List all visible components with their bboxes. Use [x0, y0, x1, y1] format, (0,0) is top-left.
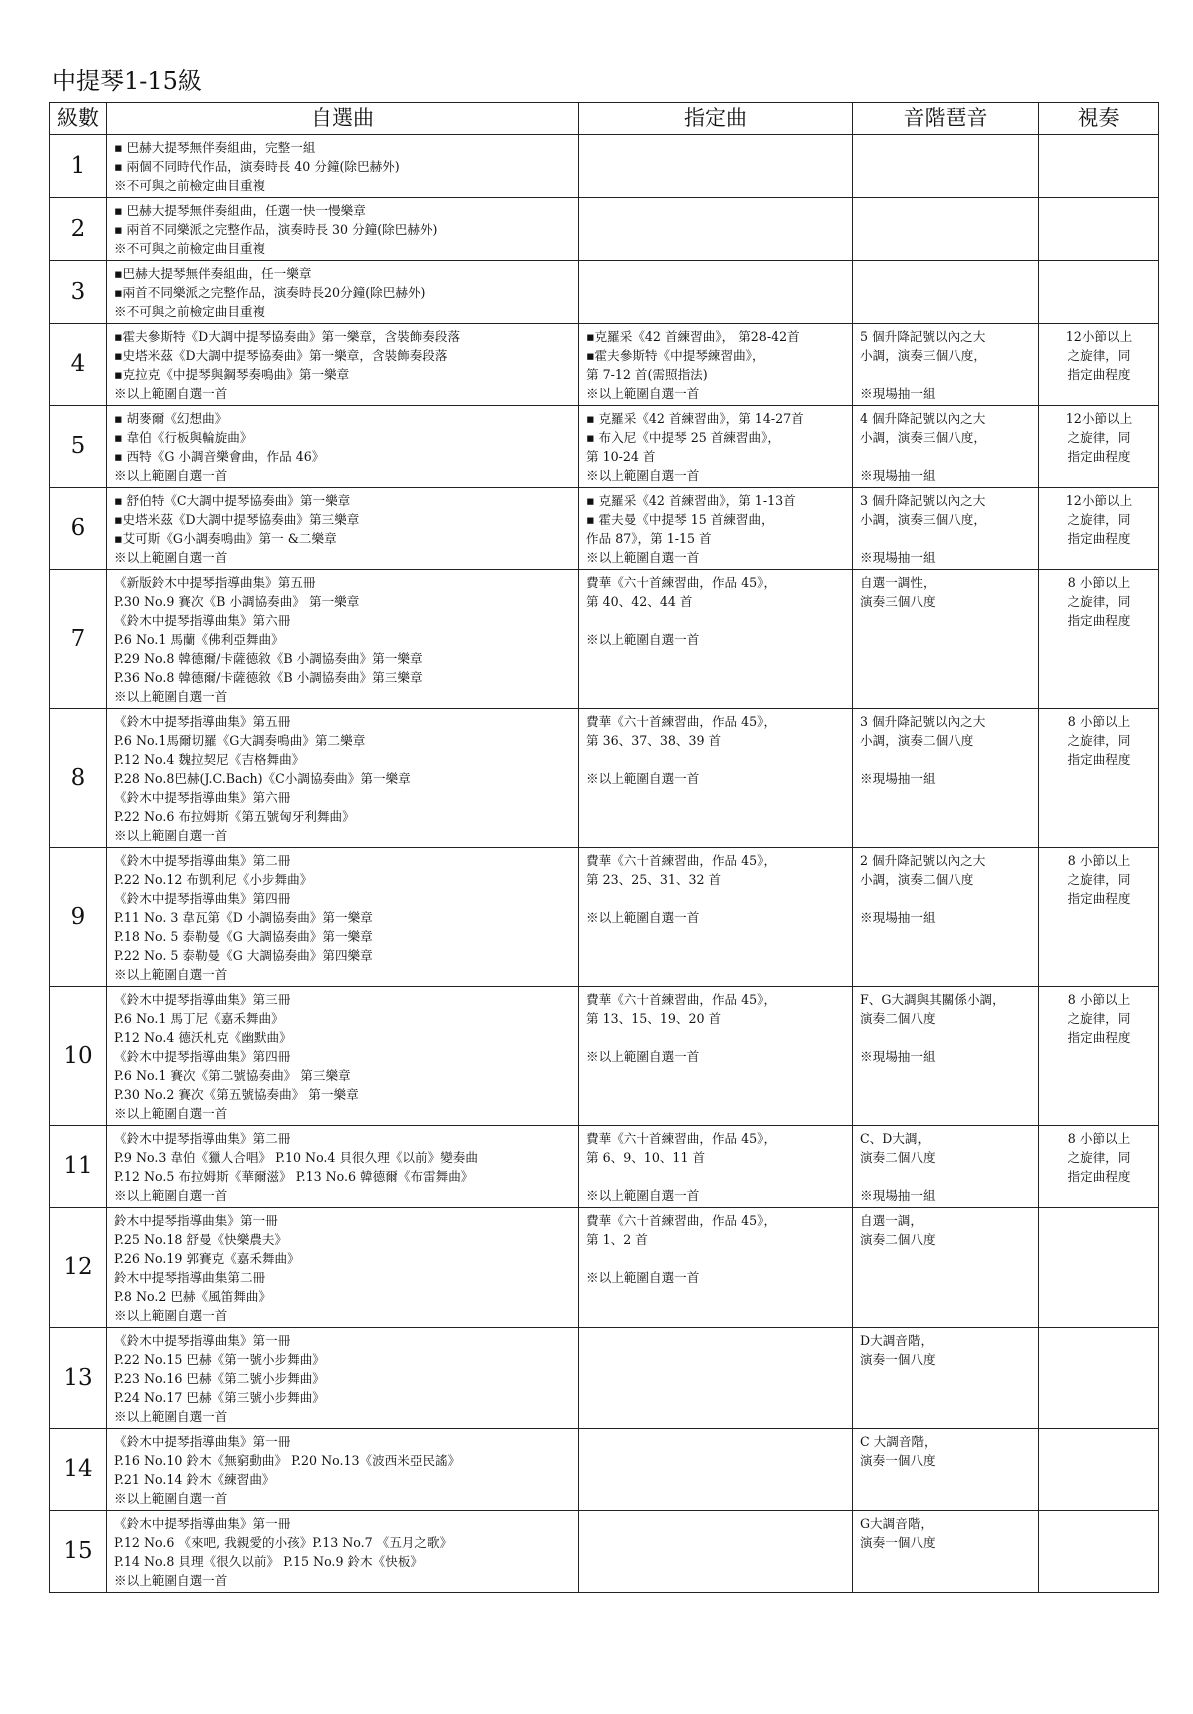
scales-line: 小調，演奏三個八度， [860, 430, 986, 445]
level-cell: 11 [50, 1126, 107, 1208]
scales-cell [853, 1511, 1039, 1593]
assigned-cell [579, 709, 853, 848]
free-choice-line: ▪ 兩個不同時代作品，演奏時長 40 分鐘(除巴赫外) [114, 159, 400, 174]
free-choice-line: P.30 No.9 賽次《B 小調協奏曲》 第一樂章 [114, 594, 360, 609]
scales-line: F、G大調與其關係小調， [860, 992, 1005, 1007]
table-row [50, 135, 1159, 198]
sight-reading-line: 8 小節以上 [1067, 714, 1131, 729]
free-choice-line: ※以上範圍自選一首 [114, 828, 228, 843]
table-row [50, 570, 1159, 709]
free-choice-line: P.6 No.1馬爾切羅《G大調奏鳴曲》第二樂章 [114, 733, 366, 748]
free-choice-line: P.11 No. 3 韋瓦第《D 小調協奏曲》第一樂章 [114, 910, 373, 925]
scales-line [860, 1028, 1032, 1047]
assigned-cell [579, 1511, 853, 1593]
table-row [50, 1429, 1159, 1511]
assigned-line: 第 40、42、44 首 [586, 594, 693, 609]
assigned-cell [579, 848, 853, 987]
free-choice-line: ※不可與之前檢定曲目重複 [114, 178, 266, 193]
free-choice-line: P.36 No.8 韓德爾/卡薩德敘《B 小調協奏曲》第三樂章 [114, 670, 423, 685]
free-choice-line: P.22 No.12 布凱利尼《小步舞曲》 [114, 872, 313, 887]
sight-reading-line: 12小節以上 [1065, 493, 1133, 508]
scales-line [860, 1167, 1032, 1186]
free-choice-line: P.22 No.15 巴赫《第一號小步舞曲》 [114, 1352, 325, 1367]
scales-line: 4 個升降記號以內之大 [860, 411, 986, 426]
free-choice-line: ▪艾可斯《G小調奏鳴曲》第一 &二樂章 [114, 531, 337, 546]
assigned-cell [579, 1208, 853, 1328]
free-choice-line: P.6 No.1 馬丁尼《嘉禾舞曲》 [114, 1011, 284, 1026]
sight-reading-line: 之旋律，同 [1067, 430, 1131, 445]
sight-reading-line: 之旋律，同 [1067, 512, 1131, 527]
assigned-line: ※以上範圍自選一首 [586, 386, 700, 401]
assigned-line: ※以上範圍自選一首 [586, 468, 700, 483]
scales-line [860, 750, 1032, 769]
free-choice-line: ※以上範圍自選一首 [114, 1573, 228, 1588]
assigned-cell [579, 1126, 853, 1208]
assigned-cell [579, 198, 853, 261]
table-row [50, 406, 1159, 488]
scales-line: 3 個升降記號以內之大 [860, 714, 986, 729]
scales-line: G大調音階， [860, 1516, 934, 1531]
free-choice-cell [107, 406, 579, 488]
level-cell: 12 [50, 1208, 107, 1328]
scales-cell [853, 1208, 1039, 1328]
table-row [50, 987, 1159, 1126]
sight-reading-line: 指定曲程度 [1067, 613, 1131, 628]
sight-reading-cell [1039, 261, 1159, 324]
free-choice-cell [107, 848, 579, 987]
free-choice-line: ※不可與之前檢定曲目重複 [114, 241, 266, 256]
free-choice-line: P.12 No.4 魏拉契尼《吉格舞曲》 [114, 752, 305, 767]
free-choice-cell [107, 135, 579, 198]
free-choice-line: P.22 No. 5 泰勒曼《G 大調協奏曲》第四樂章 [114, 948, 373, 963]
free-choice-line: ▪ 兩首不同樂派之完整作品，演奏時長 30 分鐘(除巴赫外) [114, 222, 438, 237]
assigned-cell [579, 135, 853, 198]
free-choice-line: ※以上範圍自選一首 [114, 1409, 228, 1424]
scales-cell [853, 1126, 1039, 1208]
free-choice-line: ※以上範圍自選一首 [114, 1106, 228, 1121]
free-choice-line: 《鈴木中提琴指導曲集》第二冊 [114, 853, 291, 868]
assigned-line: ※以上範圍自選一首 [586, 632, 700, 647]
table-body [50, 135, 1159, 1593]
scales-line: 演奏一個八度 [860, 1453, 936, 1468]
sight-reading-line: 8 小節以上 [1067, 992, 1131, 1007]
free-choice-line: P.22 No.6 布拉姆斯《第五號匈牙利舞曲》 [114, 809, 355, 824]
free-choice-cell [107, 1328, 579, 1429]
sight-reading-line: 之旋律，同 [1067, 733, 1131, 748]
sight-reading-line: 之旋律，同 [1067, 1011, 1131, 1026]
scales-cell [853, 987, 1039, 1126]
sight-reading-line: 12小節以上 [1065, 411, 1133, 426]
sight-reading-line: 之旋律，同 [1067, 1150, 1131, 1165]
sight-reading-line: 12小節以上 [1065, 329, 1133, 344]
free-choice-line: ▪ 巴赫大提琴無伴奏組曲，任選一快一慢樂章 [114, 203, 366, 218]
assigned-cell [579, 987, 853, 1126]
free-choice-line: ▪兩首不同樂派之完整作品，演奏時長20分鐘(除巴赫外) [114, 285, 426, 300]
free-choice-line: ▪ 胡麥爾《幻想曲》 [114, 411, 228, 426]
level-cell: 15 [50, 1511, 107, 1593]
free-choice-line: P.12 No.4 德沃札克《幽默曲》 [114, 1030, 292, 1045]
free-choice-line: 《鈴木中提琴指導曲集》第一冊 [114, 1333, 291, 1348]
free-choice-line: P.12 No.5 布拉姆斯《華爾滋》 P.13 No.6 韓德爾《布雷舞曲》 [114, 1169, 474, 1184]
scales-line: ※現場抽一組 [860, 550, 936, 565]
level-cell: 2 [50, 198, 107, 261]
free-choice-line: 《鈴木中提琴指導曲集》第一冊 [114, 1516, 291, 1531]
free-choice-line: P.30 No.2 賽次《第五號協奏曲》 第一樂章 [114, 1087, 359, 1102]
scales-cell [853, 261, 1039, 324]
header-assigned: 指定曲 [579, 103, 853, 135]
sight-reading-cell [1039, 1208, 1159, 1328]
scales-line: 小調，演奏二個八度 [860, 872, 974, 887]
scales-line [860, 889, 1032, 908]
free-choice-line: 《鈴木中提琴指導曲集》第一冊 [114, 1434, 291, 1449]
free-choice-line: ※以上範圍自選一首 [114, 550, 228, 565]
free-choice-line: P.18 No. 5 泰勒曼《G 大調協奏曲》第一樂章 [114, 929, 373, 944]
scales-line: 演奏二個八度 [860, 1232, 936, 1247]
table-row [50, 1208, 1159, 1328]
assigned-cell [579, 261, 853, 324]
scales-line: ※現場抽一組 [860, 1188, 936, 1203]
assigned-line: ▪ 霍夫曼《中提琴 15 首練習曲， [586, 512, 774, 527]
assigned-line: ▪ 克羅采《42 首練習曲》，第 14-27首 [586, 411, 804, 426]
free-choice-line: ▪克拉克《中提琴與鋼琴奏鳴曲》第一樂章 [114, 367, 350, 382]
assigned-line: 費華《六十首練習曲，作品 45》， [586, 992, 777, 1007]
assigned-line: 費華《六十首練習曲，作品 45》， [586, 1213, 777, 1228]
free-choice-line: 《鈴木中提琴指導曲集》第二冊 [114, 1131, 291, 1146]
scales-cell [853, 324, 1039, 406]
assigned-line: 第 7-12 首(需照指法) [586, 367, 708, 382]
level-cell: 4 [50, 324, 107, 406]
scales-line: 3 個升降記號以內之大 [860, 493, 986, 508]
sight-reading-line: 之旋律，同 [1067, 348, 1131, 363]
scales-line: ※現場抽一組 [860, 910, 936, 925]
scales-cell [853, 488, 1039, 570]
free-choice-line: 鈴木中提琴指導曲集第二冊 [114, 1270, 266, 1285]
sight-reading-cell [1039, 324, 1159, 406]
scales-line: ※現場抽一組 [860, 386, 936, 401]
free-choice-cell [107, 198, 579, 261]
scales-cell [853, 198, 1039, 261]
scales-line: 演奏二個八度 [860, 1011, 936, 1026]
assigned-line: 作品 87》，第 1-15 首 [586, 531, 712, 546]
free-choice-cell [107, 987, 579, 1126]
free-choice-line: P.14 No.8 貝理《很久以前》 P.15 No.9 鈴木《快板》 [114, 1554, 424, 1569]
assigned-line: 第 1、2 首 [586, 1232, 648, 1247]
scales-line: ※現場抽一組 [860, 468, 936, 483]
free-choice-cell [107, 570, 579, 709]
page-title: 中提琴1-15級 [52, 67, 202, 95]
scales-line: 演奏三個八度 [860, 594, 936, 609]
assigned-cell [579, 1429, 853, 1511]
free-choice-line: ▪史塔米茲《D大調中提琴協奏曲》第一樂章，含裝飾奏段落 [114, 348, 448, 363]
free-choice-line: 《新版鈴木中提琴指導曲集》第五冊 [114, 575, 316, 590]
assigned-line: ※以上範圍自選一首 [586, 1188, 700, 1203]
sight-reading-line: 8 小節以上 [1067, 575, 1131, 590]
scales-line: 小調，演奏三個八度， [860, 348, 986, 363]
scales-line [860, 365, 1032, 384]
scales-line: 演奏二個八度 [860, 1150, 936, 1165]
scales-line: ※現場抽一組 [860, 771, 936, 786]
sight-reading-line: 之旋律，同 [1067, 872, 1131, 887]
free-choice-line: P.9 No.3 韋伯《獵人合唱》 P.10 No.4 貝很久理《以前》變奏曲 [114, 1150, 478, 1165]
level-cell: 7 [50, 570, 107, 709]
table-row [50, 848, 1159, 987]
level-cell: 9 [50, 848, 107, 987]
free-choice-line: ※以上範圍自選一首 [114, 967, 228, 982]
free-choice-line: 《鈴木中提琴指導曲集》第四冊 [114, 891, 291, 906]
free-choice-line: ※以上範圍自選一首 [114, 689, 228, 704]
scales-cell [853, 1429, 1039, 1511]
scales-line [860, 529, 1032, 548]
assigned-line [586, 750, 846, 769]
scales-cell [853, 709, 1039, 848]
table-row [50, 198, 1159, 261]
sight-reading-cell [1039, 570, 1159, 709]
free-choice-line: ※以上範圍自選一首 [114, 1308, 228, 1323]
free-choice-line: 《鈴木中提琴指導曲集》第六冊 [114, 790, 291, 805]
assigned-line: ▪ 克羅采《42 首練習曲》，第 1-13首 [586, 493, 796, 508]
level-cell: 5 [50, 406, 107, 488]
level-cell: 14 [50, 1429, 107, 1511]
assigned-cell [579, 406, 853, 488]
table-row [50, 709, 1159, 848]
free-choice-cell [107, 261, 579, 324]
free-choice-cell [107, 1208, 579, 1328]
sight-reading-cell [1039, 987, 1159, 1126]
sight-reading-line: 指定曲程度 [1067, 752, 1131, 767]
free-choice-line: ▪ 舒伯特《C大調中提琴協奏曲》第一樂章 [114, 493, 351, 508]
assigned-line: ▪克羅采《42 首練習曲》， 第28-42首 [586, 329, 800, 344]
free-choice-line: ※以上範圍自選一首 [114, 468, 228, 483]
sight-reading-cell [1039, 1511, 1159, 1593]
scales-line: 5 個升降記號以內之大 [860, 329, 986, 344]
sight-reading-line: 8 小節以上 [1067, 1131, 1131, 1146]
free-choice-line: 《鈴木中提琴指導曲集》第三冊 [114, 992, 291, 1007]
free-choice-cell [107, 1429, 579, 1511]
assigned-line: 第 36、37、38、39 首 [586, 733, 722, 748]
sight-reading-line: 之旋律，同 [1067, 594, 1131, 609]
sight-reading-cell [1039, 1328, 1159, 1429]
assigned-line: 費華《六十首練習曲，作品 45》， [586, 1131, 777, 1146]
free-choice-line: P.8 No.2 巴赫《風笛舞曲》 [114, 1289, 272, 1304]
table-row [50, 488, 1159, 570]
assigned-line [586, 611, 846, 630]
scales-cell [853, 406, 1039, 488]
free-choice-line: 《鈴木中提琴指導曲集》第四冊 [114, 1049, 291, 1064]
table-row [50, 324, 1159, 406]
free-choice-cell [107, 1126, 579, 1208]
assigned-cell [579, 1328, 853, 1429]
table-row [50, 1511, 1159, 1593]
assigned-line: 費華《六十首練習曲，作品 45》， [586, 714, 777, 729]
assigned-line [586, 1028, 846, 1047]
level-cell: 3 [50, 261, 107, 324]
sight-reading-line: 指定曲程度 [1067, 449, 1131, 464]
assigned-line: ※以上範圍自選一首 [586, 1270, 700, 1285]
sight-reading-cell [1039, 709, 1159, 848]
free-choice-cell [107, 709, 579, 848]
scales-line: 自選一調性， [860, 575, 936, 590]
sight-reading-cell [1039, 1429, 1159, 1511]
scales-cell [853, 1328, 1039, 1429]
level-cell: 8 [50, 709, 107, 848]
assigned-line: ※以上範圍自選一首 [586, 910, 700, 925]
free-choice-line: ※以上範圍自選一首 [114, 1491, 228, 1506]
syllabus-table [49, 102, 1159, 1593]
free-choice-line: ※不可與之前檢定曲目重複 [114, 304, 266, 319]
sight-reading-cell [1039, 135, 1159, 198]
assigned-cell [579, 570, 853, 709]
header-row [50, 103, 1159, 135]
free-choice-line: 鈴木中提琴指導曲集》第一冊 [114, 1213, 278, 1228]
free-choice-cell [107, 1511, 579, 1593]
scales-line: 2 個升降記號以內之大 [860, 853, 986, 868]
sight-reading-line: 8 小節以上 [1067, 853, 1131, 868]
free-choice-cell [107, 488, 579, 570]
scales-line: 自選一調， [860, 1213, 923, 1228]
free-choice-line: P.6 No.1 賽次《第二號協奏曲》 第三樂章 [114, 1068, 351, 1083]
free-choice-line: ▪ 巴赫大提琴無伴奏組曲，完整一組 [114, 140, 316, 155]
free-choice-line: ※以上範圍自選一首 [114, 386, 228, 401]
free-choice-line: 《鈴木中提琴指導曲集》第五冊 [114, 714, 291, 729]
sight-reading-line: 指定曲程度 [1067, 1030, 1131, 1045]
free-choice-line: ▪巴赫大提琴無伴奏組曲，任一樂章 [114, 266, 312, 281]
free-choice-line: P.16 No.10 鈴木《無窮動曲》 P.20 No.13《波西米亞民謠》 [114, 1453, 461, 1468]
sight-reading-line: 指定曲程度 [1067, 367, 1131, 382]
free-choice-line: P.24 No.17 巴赫《第三號小步舞曲》 [114, 1390, 325, 1405]
sight-reading-line: 指定曲程度 [1067, 531, 1131, 546]
assigned-line: 第 23、25、31、32 首 [586, 872, 722, 887]
scales-line: C 大調音階， [860, 1434, 937, 1449]
assigned-line: ※以上範圍自選一首 [586, 771, 700, 786]
scales-cell [853, 135, 1039, 198]
level-cell: 10 [50, 987, 107, 1126]
assigned-line: 費華《六十首練習曲，作品 45》， [586, 853, 777, 868]
free-choice-line: ※以上範圍自選一首 [114, 1188, 228, 1203]
level-cell: 13 [50, 1328, 107, 1429]
scales-line: D大調音階， [860, 1333, 934, 1348]
free-choice-line: P.21 No.14 鈴木《練習曲》 [114, 1472, 275, 1487]
free-choice-line: P.25 No.18 舒曼《快樂農夫》 [114, 1232, 288, 1247]
sight-reading-line: 指定曲程度 [1067, 891, 1131, 906]
free-choice-line: P.26 No.19 郭賽克《嘉禾舞曲》 [114, 1251, 300, 1266]
level-cell: 6 [50, 488, 107, 570]
assigned-line: ※以上範圍自選一首 [586, 550, 700, 565]
scales-line: 演奏一個八度 [860, 1535, 936, 1550]
scales-cell [853, 848, 1039, 987]
table-row [50, 1126, 1159, 1208]
free-choice-line: P.6 No.1 馬蘭《佛利亞舞曲》 [114, 632, 284, 647]
sight-reading-line: 指定曲程度 [1067, 1169, 1131, 1184]
level-cell: 1 [50, 135, 107, 198]
assigned-line: ▪霍夫參斯特《中提琴練習曲》， [586, 348, 765, 363]
sight-reading-cell [1039, 488, 1159, 570]
free-choice-line: 《鈴木中提琴指導曲集》第六冊 [114, 613, 291, 628]
free-choice-line: P.12 No.6 《來吧, 我親愛的小孩》P.13 No.7 《五月之歌》 [114, 1535, 453, 1550]
scales-cell [853, 570, 1039, 709]
assigned-line [586, 1249, 846, 1268]
header-level: 級數 [50, 103, 107, 135]
free-choice-line: ▪史塔米茲《D大調中提琴協奏曲》第三樂章 [114, 512, 360, 527]
assigned-line: ※以上範圍自選一首 [586, 1049, 700, 1064]
sight-reading-cell [1039, 1126, 1159, 1208]
scales-line: 小調，演奏二個八度 [860, 733, 974, 748]
sight-reading-cell [1039, 406, 1159, 488]
header-scales: 音階琶音 [853, 103, 1039, 135]
table-row [50, 1328, 1159, 1429]
assigned-line: ▪ 布入尼《中提琴 25 首練習曲》， [586, 430, 780, 445]
header-free-choice: 自選曲 [107, 103, 579, 135]
free-choice-line: ▪ 西特《G 小調音樂會曲，作品 46》 [114, 449, 325, 464]
scales-line: C、D大調， [860, 1131, 931, 1146]
scales-line: 小調，演奏三個八度， [860, 512, 986, 527]
assigned-cell [579, 324, 853, 406]
sight-reading-cell [1039, 198, 1159, 261]
scales-line: 演奏一個八度 [860, 1352, 936, 1367]
assigned-line [586, 889, 846, 908]
free-choice-line: ▪霍夫參斯特《D大調中提琴協奏曲》第一樂章，含裝飾奏段落 [114, 329, 461, 344]
assigned-line: 第 10-24 首 [586, 449, 656, 464]
header-sight-reading: 視奏 [1039, 103, 1159, 135]
scales-line: ※現場抽一組 [860, 1049, 936, 1064]
free-choice-cell [107, 324, 579, 406]
assigned-line: 第 13、15、19、20 首 [586, 1011, 722, 1026]
assigned-line: 第 6、9、10、11 首 [586, 1150, 706, 1165]
free-choice-line: P.28 No.8巴赫(J.C.Bach)《C小調協奏曲》第一樂章 [114, 771, 411, 786]
sight-reading-cell [1039, 848, 1159, 987]
table-row [50, 261, 1159, 324]
assigned-cell [579, 488, 853, 570]
free-choice-line: P.23 No.16 巴赫《第二號小步舞曲》 [114, 1371, 325, 1386]
free-choice-line: P.29 No.8 韓德爾/卡薩德敘《B 小調協奏曲》第一樂章 [114, 651, 423, 666]
assigned-line [586, 1167, 846, 1186]
assigned-line: 費華《六十首練習曲，作品 45》， [586, 575, 777, 590]
scales-line [860, 447, 1032, 466]
free-choice-line: ▪ 韋伯《行板與輪旋曲》 [114, 430, 253, 445]
